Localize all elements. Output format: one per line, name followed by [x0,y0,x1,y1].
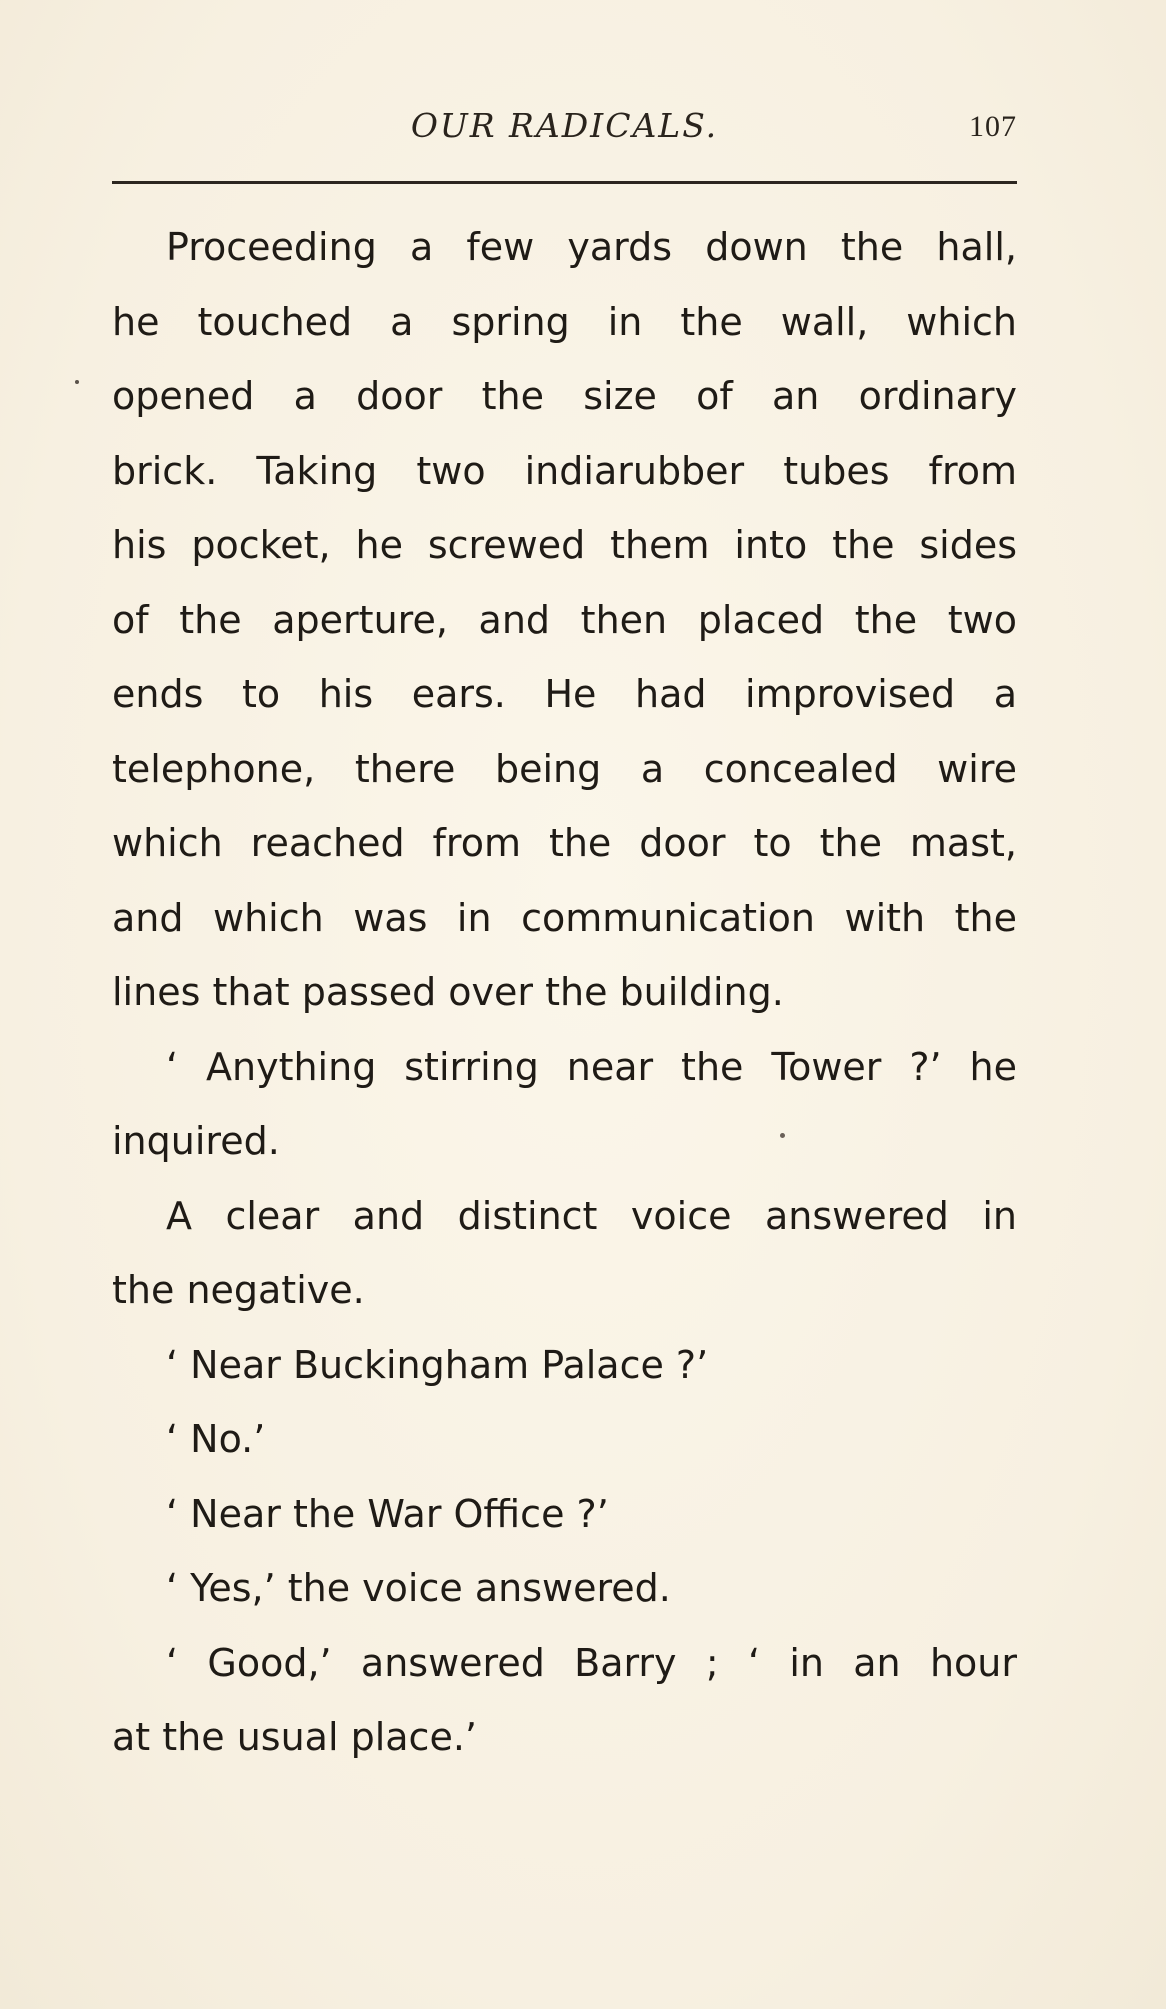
text-line: at the usual place.’ [112,1715,477,1759]
page-header [112,106,1017,166]
text-line: A clear and distinct voice answered in [166,1193,1017,1238]
text-line: inquired. [112,1119,280,1163]
header-rule [112,181,1017,184]
text-line: and which was in communication with the [112,895,1017,940]
text-line: of the aperture, and then placed the two [112,597,1017,642]
text-line: telephone, there being a concealed wire [112,746,1017,791]
text-line: the negative. [112,1268,365,1312]
body-text [112,210,1017,1775]
running-title: OUR RADICALS. [410,106,719,145]
text-line: ‘ Near the War Office ?’ [166,1491,609,1536]
text-line: opened a door the size of an ordinary [112,374,1017,418]
margin-mark [75,380,79,384]
text-line: ‘ Anything stirring near the Tower ?’ he [166,1044,1017,1089]
page-number: 107 [969,110,1017,143]
text-line: his pocket, he screwed them into the sides [112,523,1017,567]
text-line: which reached from the door to the mast, [112,821,1017,865]
text-line: ‘ No.’ [166,1417,266,1461]
text-line: Proceeding a few yards down the hall, [166,225,1017,269]
text-line: ‘ Yes,’ the voice answered. [166,1566,671,1610]
text-line: ‘ Good,’ answered Barry ; ‘ in an hour [166,1640,1017,1685]
text-line: lines that passed over the building. [112,970,784,1014]
text-line: ends to his ears. He had improvised a [112,672,1017,716]
text-line: he touched a spring in the wall, which [112,299,1017,344]
text-line: ‘ Near Buckingham Palace ?’ [166,1342,709,1387]
text-line: brick. Taking two indiarubber tubes from [112,448,1017,493]
